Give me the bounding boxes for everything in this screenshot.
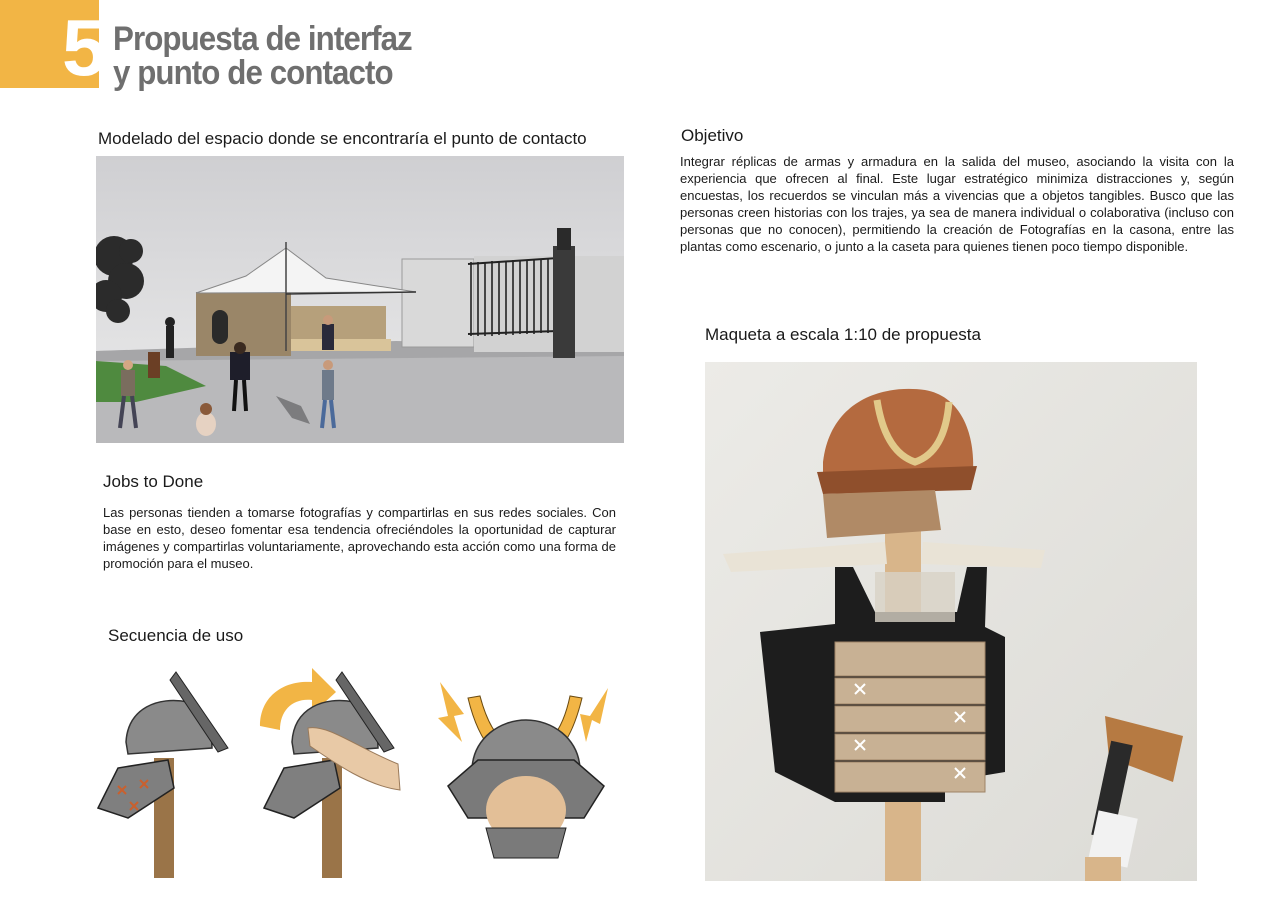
maqueta-heading: Maqueta a escala 1:10 de propuesta	[705, 325, 981, 344]
objetivo-paragraph: Integrar réplicas de armas y armadura en la salida del museo, asociando la visita con la experiencia que ofrecen al final. Este lugar estratégico minimiza distracciones y, según encuestas, los recuerdos se vinculan más a vivencias que a objetos tangibles. Busco que las personas creen historias con los trajes, ya sea de manera individual o colaborativa (incluso con personas que no conocen), permitiendo la creación de Fotografías en la casona, entre las plantas como escenario, o junto a la caseta para quienes tienen poco tiempo disponible.	[680, 154, 1234, 254]
section-number: 5	[62, 3, 105, 92]
sequence-step-2	[260, 668, 400, 878]
space-model-render	[96, 156, 624, 443]
usage-sequence-illustration	[88, 668, 628, 880]
jobs-heading: Jobs to Done	[103, 472, 204, 491]
sequence-step-3	[438, 682, 608, 858]
sequence-step-1	[98, 672, 228, 878]
jobs-paragraph: Las personas tienden a tomarse fotografías y compartirlas en sus redes sociales. Con base en esto, deseo fomentar esa tendencia ofreciéndoles la oportunidad de capturar imágenes y compartirlas voluntariamente, aprovechando esta acción como una forma de promoción para el museo.	[103, 505, 616, 571]
page-title	[113, 22, 412, 90]
modelado-heading: Modelado del espacio donde se encontraría el punto de contacto	[98, 129, 587, 148]
objetivo-heading: Objetivo	[681, 126, 744, 145]
scale-model-photo	[705, 362, 1197, 881]
secuencia-heading: Secuencia de uso	[108, 626, 244, 645]
page-title-line-2: y punto de contacto	[113, 54, 393, 92]
page-title-line-1: Propuesta de interfaz	[113, 20, 412, 58]
